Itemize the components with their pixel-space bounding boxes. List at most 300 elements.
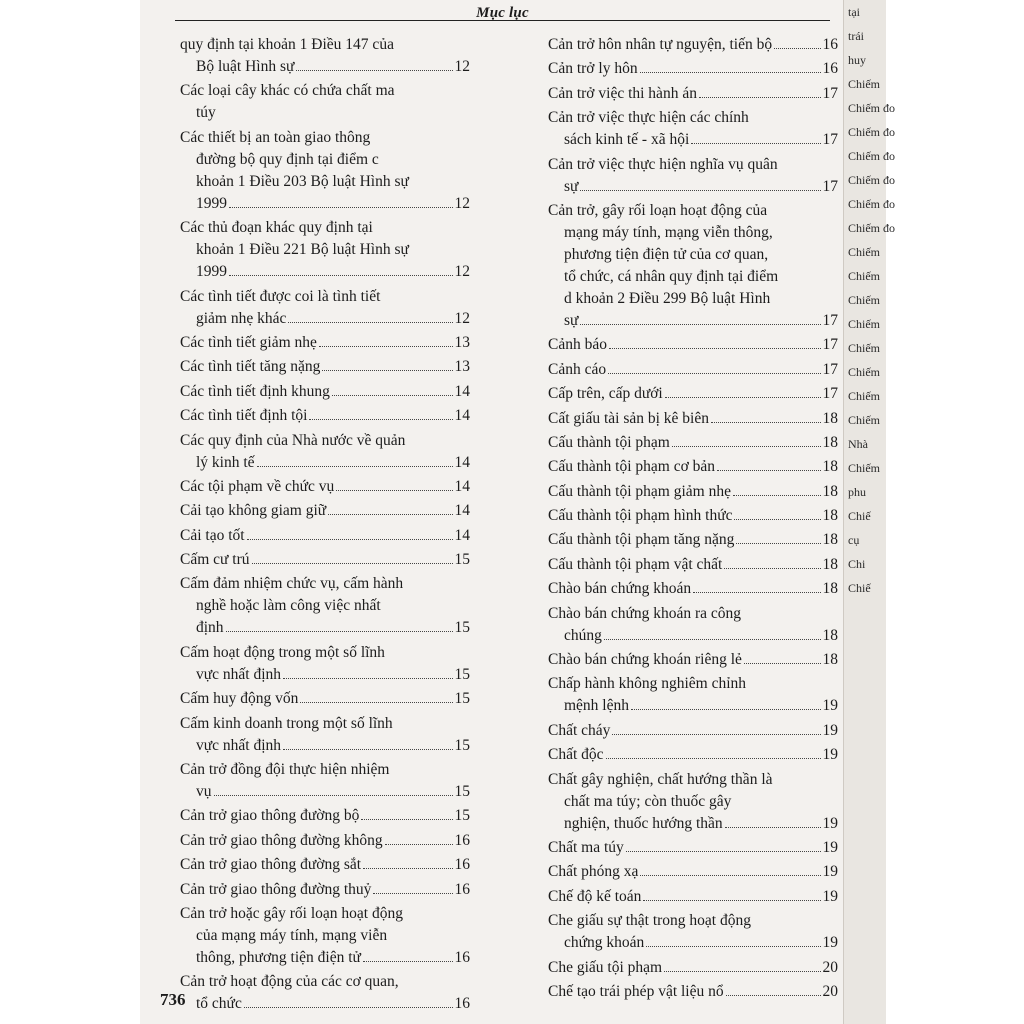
entry-last-line (180, 947, 470, 969)
entry-text: Cản trở việc thực hiện các chính (548, 109, 749, 127)
entry-last-line (548, 861, 838, 883)
entry-page-number: 18 (822, 651, 838, 669)
entry-page-number: 18 (822, 580, 838, 598)
entry-last-line (180, 549, 470, 571)
entry-text: Các tình tiết giảm nhẹ (180, 333, 317, 351)
entry-page-number: 12 (454, 194, 470, 212)
entry-text: vực nhất định (196, 736, 282, 754)
entry-text: Cấp trên, cấp dưới (548, 385, 663, 403)
adjacent-page-strip (843, 0, 895, 1024)
entry-last-line (548, 383, 838, 405)
dot-leader (283, 749, 452, 750)
index-entry (180, 476, 470, 498)
dot-leader (643, 900, 820, 901)
entry-text: Che giấu tội phạm (548, 958, 663, 976)
dot-leader (361, 819, 452, 820)
entry-text: giảm nhẹ khác (196, 309, 287, 327)
entry-last-line (548, 481, 838, 503)
entry-text: Các tình tiết định khung (180, 382, 330, 400)
entry-text: Cản trở việc thực hiện nghĩa vụ quân (548, 155, 778, 173)
entry-last-line (180, 381, 470, 403)
entry-text: túy (196, 104, 216, 122)
adjacent-page-fragment: Chiếm đo (848, 149, 895, 163)
index-entry (548, 981, 838, 1003)
dot-leader (711, 422, 821, 423)
index-entry (548, 34, 838, 56)
entry-last-line (548, 34, 838, 56)
dot-leader (363, 868, 452, 869)
index-entry (548, 769, 838, 835)
entry-text: Các quy định của Nhà nước về quản (180, 431, 406, 449)
entry-text: Cảnh cáo (548, 360, 607, 378)
adjacent-page-fragment: Chiếm đo (848, 197, 895, 211)
entry-last-line (548, 310, 838, 332)
dot-leader (726, 995, 821, 996)
entry-last-line (180, 617, 470, 639)
right-margin (885, 0, 1024, 1024)
entry-text: Các thiết bị an toàn giao thông (180, 128, 371, 146)
adjacent-page-fragment: Chiếm (848, 245, 880, 259)
entry-last-line (548, 432, 838, 454)
entry-text: Chất ma túy (548, 838, 624, 856)
entry-text: của mạng máy tính, mạng viễn (196, 926, 388, 944)
entry-page-number: 19 (822, 746, 838, 764)
dot-leader (691, 143, 820, 144)
entry-last-line (548, 83, 838, 105)
entry-last-line (180, 102, 470, 124)
entry-text: Cấu thành tội phạm cơ bản (548, 458, 716, 476)
entry-text: Cản trở ly hôn (548, 60, 638, 78)
dot-leader (247, 539, 453, 540)
entry-last-line (548, 554, 838, 576)
entry-text: Các thủ đoạn khác quy định tại (180, 219, 373, 237)
index-entry (548, 58, 838, 80)
index-entry (180, 854, 470, 876)
dot-leader (604, 639, 821, 640)
entry-page-number: 18 (822, 555, 838, 573)
entry-text: 1999 (196, 263, 227, 281)
dot-leader (296, 70, 452, 71)
entry-page-number: 20 (822, 982, 838, 1000)
index-entry (180, 217, 470, 283)
dot-leader (774, 48, 820, 49)
dot-leader (693, 592, 820, 593)
index-entry (548, 383, 838, 405)
index-entry (180, 356, 470, 378)
left-margin (0, 0, 140, 1024)
index-entry (548, 456, 838, 478)
index-entry (548, 861, 838, 883)
entry-text: Cản trở giao thông đường thuỷ (180, 880, 372, 898)
dot-leader (283, 678, 452, 679)
entry-text: Các tội phạm về chức vụ (180, 477, 335, 495)
entry-page-number: 18 (822, 626, 838, 644)
entry-page-number: 18 (822, 433, 838, 451)
index-entry (180, 80, 470, 124)
adjacent-page-fragment: Chi (848, 557, 866, 571)
index-entry (548, 603, 838, 647)
index-entry (548, 432, 838, 454)
entry-page-number: 16 (454, 880, 470, 898)
index-entry (180, 127, 470, 215)
entry-text: Cấm cư trú (180, 551, 250, 569)
entry-page-number: 17 (822, 385, 838, 403)
index-entry (180, 286, 470, 330)
entry-last-line (548, 129, 838, 151)
entry-text: Các loại cây khác có chứa chất ma (180, 82, 395, 100)
dot-leader (300, 702, 452, 703)
adjacent-page-fragment: Chiế (848, 581, 871, 595)
entry-page-number: 16 (454, 856, 470, 874)
index-entry (180, 500, 470, 522)
index-entry (548, 554, 838, 576)
entry-last-line (180, 525, 470, 547)
entry-text: Cấm đảm nhiệm chức vụ, cấm hành (180, 575, 404, 593)
index-entry (180, 830, 470, 852)
entry-last-line (180, 476, 470, 498)
dot-leader (373, 893, 452, 894)
entry-last-line (548, 334, 838, 356)
entry-last-line (180, 664, 470, 686)
dot-leader (229, 275, 453, 276)
entry-page-number: 15 (454, 690, 470, 708)
index-entry (180, 713, 470, 757)
entry-last-line (180, 452, 470, 474)
entry-last-line (548, 837, 838, 859)
entry-last-line (548, 408, 838, 430)
dot-leader (646, 946, 820, 947)
entry-page-number: 18 (822, 482, 838, 500)
entry-text: khoản 1 Điều 221 Bộ luật Hình sự (196, 241, 409, 259)
entry-page-number: 14 (454, 502, 470, 520)
entry-text: Chất độc (548, 746, 604, 764)
entry-last-line (180, 993, 470, 1015)
index-entry (548, 886, 838, 908)
dot-leader (580, 324, 820, 325)
dot-leader (631, 709, 821, 710)
entry-page-number: 19 (822, 934, 838, 952)
entry-last-line (548, 505, 838, 527)
entry-page-number: 18 (822, 531, 838, 549)
adjacent-page-fragment: tại (848, 5, 860, 19)
entry-last-line (180, 356, 470, 378)
entry-text: Che giấu sự thật trong hoạt động (548, 912, 751, 930)
adjacent-page-fragment: huy (848, 53, 866, 67)
entry-page-number: 13 (454, 358, 470, 376)
entry-text: Chất gây nghiện, chất hướng thần là (548, 770, 773, 788)
entry-page-number: 19 (822, 697, 838, 715)
entry-text: phương tiện điện tử của cơ quan, (564, 245, 769, 263)
index-entry (180, 430, 470, 474)
dot-leader (288, 322, 452, 323)
entry-text: Cấu thành tội phạm hình thức (548, 507, 733, 525)
entry-text: chứng khoán (564, 934, 645, 952)
adjacent-page-fragment: Chiếm (848, 269, 880, 283)
index-entry (548, 154, 838, 198)
dot-leader (319, 346, 453, 347)
entry-text: Cản trở giao thông đường không (180, 831, 383, 849)
entry-text: Cải tạo không giam giữ (180, 502, 327, 520)
entry-last-line (548, 957, 838, 979)
running-header (175, 4, 830, 21)
index-entry (548, 359, 838, 381)
entry-text: đường bộ quy định tại điểm c (196, 150, 379, 168)
entry-last-line (180, 805, 470, 827)
entry-page-number: 19 (822, 887, 838, 905)
entry-text: Cấu thành tội phạm giảm nhẹ (548, 482, 731, 500)
index-entry (180, 759, 470, 803)
dot-leader (640, 72, 821, 73)
entry-text: thông, phương tiện điện tử (196, 948, 361, 966)
entry-text: Cấu thành tội phạm tăng nặng (548, 531, 735, 549)
entry-text: sự (564, 311, 579, 329)
dot-leader (257, 466, 453, 467)
entry-last-line (548, 176, 838, 198)
index-entry (180, 332, 470, 354)
entry-text: tổ chức, cá nhân quy định tại điểm (564, 267, 779, 285)
entry-text: Cấu thành tội phạm (548, 433, 670, 451)
entry-text: Cản trở hôn nhân tự nguyện, tiến bộ (548, 36, 773, 53)
entry-page-number: 14 (454, 477, 470, 495)
dot-leader (744, 663, 821, 664)
index-entry (548, 408, 838, 430)
entry-page-number: 15 (454, 619, 470, 637)
entry-text: Các tình tiết tăng nặng (180, 358, 321, 376)
entry-text: Các tình tiết định tội (180, 407, 308, 425)
index-column-left (180, 34, 470, 1018)
entry-text: Cải tạo tốt (180, 526, 245, 544)
entry-page-number: 16 (822, 60, 838, 78)
dot-leader (717, 470, 820, 471)
entry-text: mệnh lệnh (564, 697, 629, 715)
entry-page-number: 15 (454, 807, 470, 825)
adjacent-page-fragment: Chiếm (848, 77, 880, 91)
index-entry (548, 957, 838, 979)
entry-text: sách kinh tế - xã hội (564, 131, 690, 149)
dot-leader (226, 631, 453, 632)
entry-text: 1999 (196, 194, 227, 212)
dot-leader (733, 495, 821, 496)
entry-text: Chế độ kế toán (548, 887, 642, 905)
entry-text: Cản trở giao thông đường bộ (180, 807, 360, 825)
index-entry (180, 971, 470, 1015)
entry-text: chất ma túy; còn thuốc gây (564, 792, 732, 810)
entry-text: nghề hoặc làm công việc nhất (196, 597, 381, 615)
dot-leader (626, 851, 821, 852)
entry-text: Cản trở đồng đội thực hiện nhiệm (180, 761, 390, 779)
entry-page-number: 19 (822, 721, 838, 739)
entry-text: Cấu thành tội phạm vật chất (548, 555, 723, 573)
entry-page-number: 15 (454, 783, 470, 801)
dot-leader (214, 795, 453, 796)
entry-text: Cấm hoạt động trong một số lĩnh (180, 643, 385, 661)
entry-page-number: 17 (822, 360, 838, 378)
entry-text: Chào bán chứng khoán riêng lẻ (548, 651, 742, 669)
entry-last-line (548, 529, 838, 551)
entry-page-number: 15 (454, 736, 470, 754)
entry-text: Cản trở giao thông đường sắt (180, 856, 362, 874)
adjacent-page-fragment: Chiếm (848, 317, 880, 331)
entry-text: Cất giấu tài sản bị kê biên (548, 409, 709, 427)
index-entry (180, 573, 470, 639)
header-title: Mục lục (476, 5, 529, 21)
index-entry (180, 381, 470, 403)
dot-leader (322, 370, 452, 371)
entry-page-number: 18 (822, 458, 838, 476)
entry-last-line (548, 695, 838, 717)
entry-text: Cấm huy động vốn (180, 690, 299, 708)
index-entry (548, 200, 838, 332)
index-entry (548, 83, 838, 105)
entry-page-number: 16 (822, 36, 838, 53)
entry-page-number: 15 (454, 665, 470, 683)
entry-last-line (548, 58, 838, 80)
entry-last-line (180, 332, 470, 354)
entry-page-number: 19 (822, 863, 838, 881)
entry-last-line (180, 735, 470, 757)
dot-leader (640, 875, 820, 876)
entry-page-number: 13 (454, 333, 470, 351)
entry-page-number: 14 (454, 526, 470, 544)
dot-leader (612, 734, 820, 735)
index-entry (180, 903, 470, 969)
dot-leader (336, 490, 452, 491)
index-entry (548, 107, 838, 151)
entry-page-number: 18 (822, 507, 838, 525)
adjacent-page-fragment: Chiếm (848, 365, 880, 379)
entry-text: Cản trở hoạt động của các cơ quan, (180, 973, 399, 991)
entry-text: Cản trở hoặc gây rối loạn hoạt động (180, 904, 403, 922)
entry-text: khoản 1 Điều 203 Bộ luật Hình sự (196, 172, 409, 190)
dot-leader (664, 971, 820, 972)
adjacent-page-fragment: Chiếm đo (848, 125, 895, 139)
entry-text: nghiện, thuốc hướng thần (564, 814, 723, 832)
dot-leader (244, 1007, 453, 1008)
entry-last-line (180, 854, 470, 876)
entry-last-line (548, 720, 838, 742)
entry-text: Chất cháy (548, 721, 611, 739)
entry-text: sự (564, 177, 579, 195)
entry-last-line (180, 193, 470, 215)
entry-text: Bộ luật Hình sự (196, 58, 295, 75)
index-entry (180, 642, 470, 686)
entry-text: Chào bán chứng khoán (548, 580, 692, 598)
entry-page-number: 18 (822, 409, 838, 427)
entry-page-number: 14 (454, 407, 470, 425)
entry-text: Chào bán chứng khoán ra công (548, 604, 742, 622)
dot-leader (385, 844, 453, 845)
dot-leader (229, 207, 453, 208)
entry-text: quy định tại khoản 1 Điều 147 của (180, 36, 394, 53)
entry-page-number: 17 (822, 336, 838, 354)
entry-text: Các tình tiết được coi là tình tiết (180, 287, 381, 305)
entry-text: lý kinh tế (196, 453, 255, 471)
dot-leader (736, 543, 820, 544)
entry-last-line (180, 781, 470, 803)
entry-text: vụ (196, 783, 212, 801)
entry-text: Cản trở việc thi hành án (548, 84, 697, 102)
entry-page-number: 12 (454, 58, 470, 75)
dot-leader (332, 395, 453, 396)
entry-page-number: 14 (454, 453, 470, 471)
entry-page-number: 17 (822, 84, 838, 102)
entry-last-line (548, 813, 838, 835)
page-number: 736 (160, 990, 186, 1009)
index-entry (548, 649, 838, 671)
entry-page-number: 16 (454, 831, 470, 849)
entry-text: Chấp hành không nghiêm chỉnh (548, 675, 747, 693)
entry-page-number: 17 (822, 131, 838, 149)
entry-last-line (180, 308, 470, 330)
dot-leader (672, 446, 821, 447)
index-entry (180, 525, 470, 547)
entry-last-line (180, 830, 470, 852)
dot-leader (725, 827, 821, 828)
dot-leader (699, 97, 821, 98)
index-entry (180, 549, 470, 571)
entry-page-number: 14 (454, 382, 470, 400)
dot-leader (734, 519, 820, 520)
index-entry (548, 837, 838, 859)
adjacent-page-fragment: Chiếm (848, 461, 880, 475)
index-entry (548, 910, 838, 954)
adjacent-page-fragment: Chiế (848, 509, 871, 523)
entry-last-line (180, 56, 470, 78)
entry-last-line (180, 879, 470, 901)
index-entry (548, 529, 838, 551)
entry-last-line (180, 688, 470, 710)
entry-page-number: 16 (454, 948, 470, 966)
dot-leader (580, 190, 820, 191)
index-entry (548, 673, 838, 717)
entry-page-number: 12 (454, 263, 470, 281)
entry-page-number: 12 (454, 309, 470, 327)
index-entry (180, 34, 470, 78)
index-entry (548, 505, 838, 527)
adjacent-page-fragment: Chiếm đo (848, 221, 895, 235)
entry-text: Chất phóng xạ (548, 863, 639, 881)
dot-leader (606, 758, 821, 759)
index-entry (548, 744, 838, 766)
adjacent-page-fragment: Nhà (848, 437, 868, 451)
index-entry (548, 720, 838, 742)
entry-last-line (180, 500, 470, 522)
adjacent-page-fragment: trái (848, 29, 864, 43)
index-column-right (548, 34, 838, 1005)
entry-page-number: 19 (822, 838, 838, 856)
index-entry (180, 879, 470, 901)
entry-text: Cảnh báo (548, 336, 607, 354)
entry-page-number: 15 (454, 551, 470, 569)
index-entry (548, 578, 838, 600)
entry-text: Chế tạo trái phép vật liệu nổ (548, 982, 724, 1000)
entry-text: Cấm kinh doanh trong một số lĩnh (180, 714, 393, 732)
adjacent-page-fragment: Chiếm (848, 413, 880, 427)
dot-leader (252, 563, 453, 564)
index-entry (180, 405, 470, 427)
entry-last-line (548, 932, 838, 954)
entry-text: tổ chức (196, 995, 242, 1013)
entry-last-line (180, 405, 470, 427)
entry-text: mạng máy tính, mạng viễn thông, (564, 223, 773, 241)
dot-leader (363, 961, 453, 962)
entry-text: vực nhất định (196, 665, 282, 683)
index-entry (548, 334, 838, 356)
entry-last-line (548, 649, 838, 671)
entry-last-line (548, 744, 838, 766)
entry-last-line (548, 578, 838, 600)
entry-page-number: 20 (822, 958, 838, 976)
